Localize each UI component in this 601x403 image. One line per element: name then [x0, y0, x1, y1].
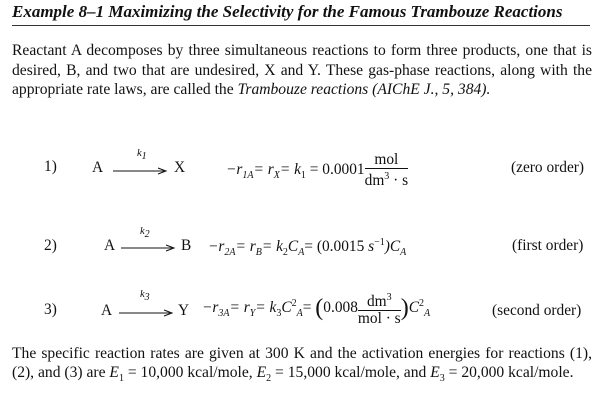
- reaction-2-rate-law: $-r_{2A}= r_B= k_2C_A= (0.0015$ $s^{-1})C_A$: [208, 237, 407, 259]
- reaction-1-number: 1): [44, 158, 57, 175]
- reaction-1-rate-law: $-r_{1A}= r_X= k_1 = 0.0001$ $\frac{\text{mol}}{dm^3 \cdot s}$: [226, 151, 409, 190]
- reaction-3-rate-law: $-r_{3A}= r_Y= k_3C^2_A= (0.008$ $\frac{dm^3}{\text{mol · s}}$ )$C^2_A$: [202, 292, 431, 328]
- reaction-1-arrow-icon: [112, 167, 168, 175]
- reaction-3-number: 3): [44, 301, 57, 318]
- summary-paragraph: The specific reaction rates are given at 300 K and the activation energies for reactions (1), (2), and (3) are $E_1 = 10,000$ kcal/mole, $E_2 = 15,000$ kcal/mole, and $E_3 = 20,000$ kcal/mole.: [12, 345, 592, 385]
- intro-paragraph: [12, 41, 592, 100]
- reaction-1-order: (zero order): [511, 159, 585, 176]
- reaction-1-product: X: [174, 159, 186, 176]
- reaction-3-arrow-icon: [118, 309, 174, 317]
- reaction-3-order: (second order): [492, 302, 582, 319]
- intro-main-text: Reactant A decomposes by three simultaneous reactions to form three products, one that is desired, B, and two that are undesired, X and Y. These gas-phase reactions, along with the appropriate rate laws, are called the: [12, 42, 592, 99]
- reaction-2-k-label: $k_2$: [140, 226, 150, 241]
- reaction-3-units: $\frac{dm^3}{\text{mol · s}}$: [357, 292, 401, 328]
- reaction-2-product: B: [181, 237, 192, 254]
- reaction-1-k-label: $k_1$: [137, 148, 147, 163]
- intro-reference: (AIChE J., 5, 384).: [368, 81, 491, 99]
- reaction-3-reactant: A: [101, 302, 113, 319]
- reaction-3-k-label: $k_3$: [140, 289, 150, 304]
- reaction-2-reactant: A: [104, 237, 116, 254]
- reaction-3-product: Y: [178, 302, 190, 319]
- reaction-2-number: 2): [44, 237, 57, 254]
- reaction-1-units: $\frac{\text{mol}}{dm^3 \cdot s}$: [364, 151, 409, 190]
- reaction-1-reactant: A: [92, 159, 104, 176]
- title-divider: [12, 25, 590, 26]
- reaction-2-arrow-icon: [120, 244, 176, 252]
- intro-italic-text: Trambouze reactions: [237, 81, 369, 99]
- example-title: Example 8–1 Maximizing the Selectivity for the Famous Trambouze Reactions: [12, 2, 563, 21]
- reaction-2-order: (first order): [512, 237, 584, 254]
